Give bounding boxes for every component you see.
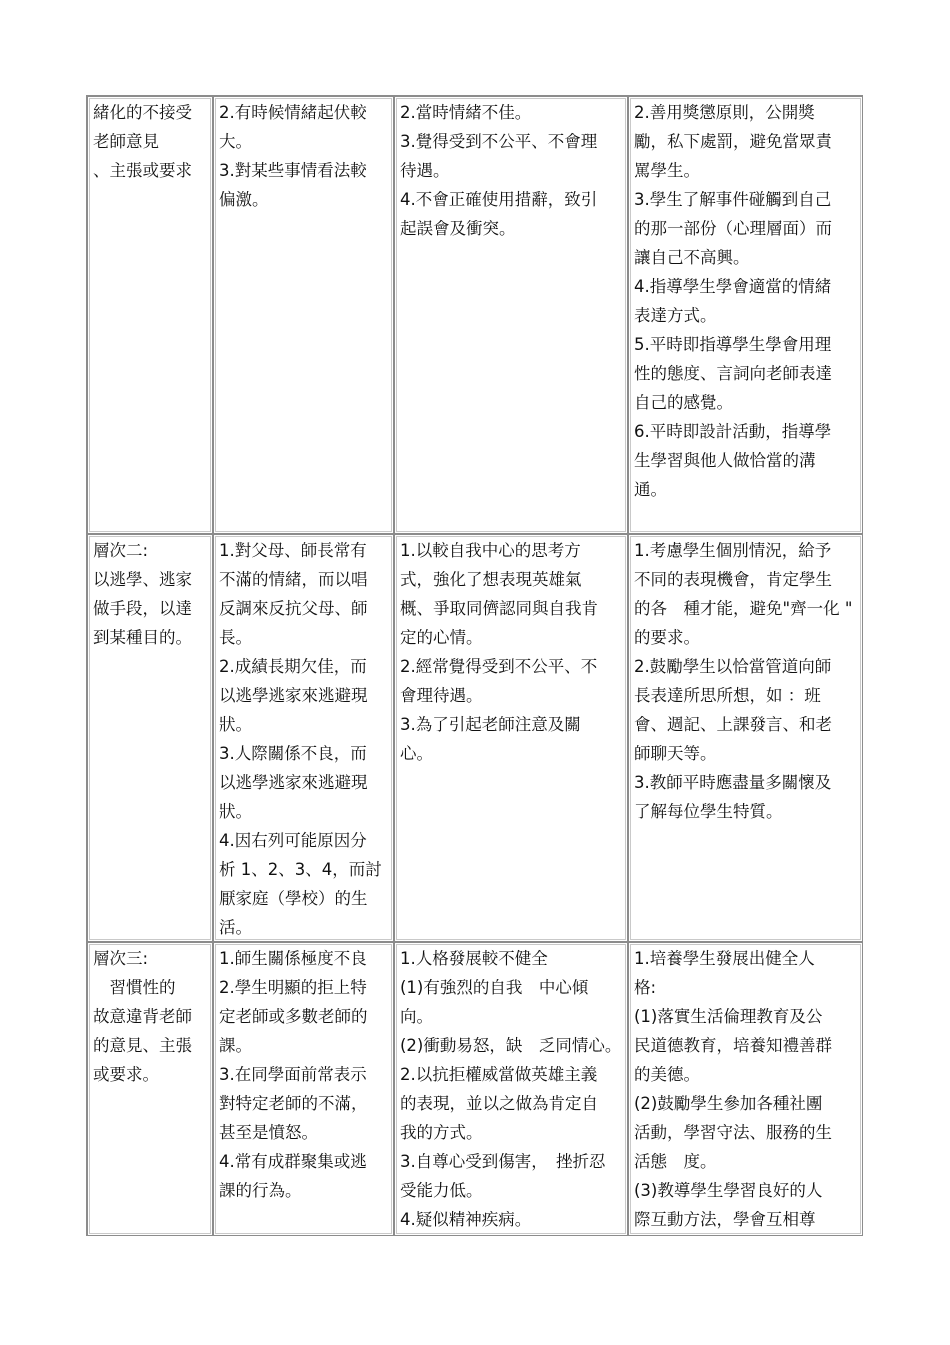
cell-text-line: 4.因右列可能原因分 (219, 831, 367, 850)
table-cell-strategy (628, 942, 863, 1236)
cell-text-line: 的各 種才能，避免"齊一化 " (634, 599, 853, 618)
cell-text-line: 性的態度、言詞向老師表達 (634, 364, 832, 383)
table-cell-level (87, 942, 213, 1236)
cell-text-line: 甚至是憤怒。 (219, 1123, 318, 1142)
cell-text-line: 不同的表現機會，肯定學生 (634, 570, 832, 589)
cell-text-line: 1.人格發展較不健全 (400, 949, 548, 968)
cell-text-line: 勵，私下處罰，避免當眾責 (634, 132, 832, 151)
cell-text-line: 1.考慮學生個別情況，給予 (634, 541, 832, 560)
cell-text-line: 3.對某些事情看法較 (219, 161, 367, 180)
cell-text-line: 通。 (634, 480, 667, 499)
cell-text-line: 2.成績長期欠佳，而 (219, 657, 367, 676)
cell-text-line: 的要求。 (634, 628, 700, 647)
cell-text-line: 受能力低。 (400, 1181, 483, 1200)
cell-text-line: 課。 (219, 1036, 252, 1055)
cell-text-line: 2.有時候情緒起伏較 (219, 103, 367, 122)
cell-text-line: 1.對父母、師長常有 (219, 541, 367, 560)
cell-text-line: 2.鼓勵學生以恰當管道向師 (634, 657, 832, 676)
cell-text-line: (3)教導學生學習良好的人 (634, 1181, 823, 1200)
cell-text-line: 狀。 (219, 715, 252, 734)
cell-text-line: 2.學生明顯的拒上特 (219, 978, 367, 997)
cell-text-line: 4.指導學生學會適當的情緒 (634, 277, 832, 296)
table-cell-behavior (213, 96, 394, 534)
cell-text-line: 3.覺得受到不公平、不會理 (400, 132, 598, 151)
cell-text-line: 長表達所思所想，如 ：班 (634, 686, 821, 705)
cell-text-line: 不滿的情緒，而以唱 (219, 570, 368, 589)
cell-text-line: 厭家庭（學校）的生 (219, 889, 368, 908)
cell-text-line: 長。 (219, 628, 252, 647)
cell-text-line: (2)鼓勵學生參加各種社團 (634, 1094, 823, 1113)
cell-text-line: 1.培養學生發展出健全人 (634, 949, 815, 968)
cell-text-line: 4.常有成群聚集或逃 (219, 1152, 367, 1171)
cell-text-line: 6.平時即設計活動，指導學 (634, 422, 832, 441)
cell-text-line: 式，強化了想表現英雄氣 (400, 570, 582, 589)
cell-text-line: 2.當時情緒不佳。 (400, 103, 532, 122)
cell-text-line: 活動，學習守法、服務的生 (634, 1123, 832, 1142)
cell-text-line: 偏激。 (219, 190, 269, 209)
table-cell-strategy (628, 96, 863, 534)
cell-text-line: 生學習與他人做恰當的溝 (634, 451, 816, 470)
cell-text-line: 3.自尊心受到傷害， 挫折忍 (400, 1152, 606, 1171)
cell-text-line: 罵學生。 (634, 161, 700, 180)
cell-text-line: 3.學生了解事件碰觸到自己 (634, 190, 832, 209)
cell-text-line: 5.平時即指導學生學會用理 (634, 335, 832, 354)
cell-text-line: 到某種目的。 (93, 628, 192, 647)
cell-text-line: 活態 度。 (634, 1152, 717, 1171)
cell-text-line: 3.在同學面前常表示 (219, 1065, 367, 1084)
cell-text-line: 待遇。 (400, 161, 450, 180)
cell-text-line: 緒化的不接受 (93, 103, 192, 122)
cell-text-line: 會理待遇。 (400, 686, 483, 705)
cell-text-line: 2.以抗拒權威當做英雄主義 (400, 1065, 598, 1084)
cell-text-line: 格: (634, 978, 657, 997)
cell-text-line: 了解每位學生特質。 (634, 802, 783, 821)
document-table (86, 95, 863, 1236)
cell-text-line: 的意見、主張 (93, 1036, 192, 1055)
cell-text-line: 2.經常覺得受到不公平、不 (400, 657, 598, 676)
table-cell-strategy (628, 534, 863, 942)
cell-text-line: 民道德教育，培養知禮善群 (634, 1036, 832, 1055)
cell-text-line: 表達方式。 (634, 306, 717, 325)
table-cell-cause (394, 534, 628, 942)
cell-text-line: 師聊天等。 (634, 744, 717, 763)
cell-text-line: 課的行為。 (219, 1181, 302, 1200)
cell-text-line: 1.以較自我中心的思考方 (400, 541, 581, 560)
cell-text-line: 習慣性的 (93, 978, 176, 997)
cell-text-line: 定老師或多數老師的 (219, 1007, 368, 1026)
cell-text-line: 3.為了引起老師注意及關 (400, 715, 581, 734)
cell-text-line: 概、爭取同儕認同與自我肯 (400, 599, 598, 618)
cell-text-line: 的那一部份（心理層面）而 (634, 219, 832, 238)
table-cell-level (87, 96, 213, 534)
table-cell-cause (394, 942, 628, 1236)
cell-text-line: 心。 (400, 744, 433, 763)
cell-text-line: 、主張或要求 (93, 161, 192, 180)
cell-text-line: 自己的感覺。 (634, 393, 733, 412)
cell-text-line: 我的方式。 (400, 1123, 483, 1142)
cell-text-line: 或要求。 (93, 1065, 159, 1084)
cell-text-line: 以逃學逃家來逃避現 (219, 773, 368, 792)
cell-text-line: 老師意見 (93, 132, 159, 151)
cell-text-line: 以逃學逃家來逃避現 (219, 686, 368, 705)
cell-text-line: 析 1、2、3、4，而討 (219, 860, 382, 879)
cell-text-line: 1.師生關係極度不良 (219, 949, 367, 968)
cell-text-line: 狀。 (219, 802, 252, 821)
table-cell-level (87, 534, 213, 942)
table-cell-cause (394, 96, 628, 534)
cell-text-line: 以逃學、逃家 (93, 570, 192, 589)
cell-text-line: 活。 (219, 918, 252, 937)
cell-text-line: 反調來反抗父母、師 (219, 599, 368, 618)
cell-text-line: 層次二: (93, 541, 149, 560)
cell-text-line: 4.不會正確使用措辭，致引 (400, 190, 598, 209)
cell-text-line: 的表現，並以之做為肯定自 (400, 1094, 598, 1113)
cell-text-line: 層次三: (93, 949, 149, 968)
cell-text-line: 際互動方法，學會互相尊 (634, 1210, 816, 1229)
cell-text-line: (1)有強烈的自我 中心傾 (400, 978, 589, 997)
cell-text-line: 讓自己不高興。 (634, 248, 750, 267)
cell-text-line: 定的心情。 (400, 628, 483, 647)
cell-text-line: (1)落實生活倫理教育及公 (634, 1007, 823, 1026)
cell-text-line: 3.人際關係不良，而 (219, 744, 367, 763)
table-cell-behavior (213, 942, 394, 1236)
cell-text-line: 對特定老師的不滿， (219, 1094, 368, 1113)
cell-text-line: 3.教師平時應盡量多關懷及 (634, 773, 832, 792)
cell-text-line: 故意違背老師 (93, 1007, 192, 1026)
table-cell-behavior (213, 534, 394, 942)
cell-text-line: 2.善用獎懲原則，公開獎 (634, 103, 815, 122)
cell-text-line: 做手段，以達 (93, 599, 192, 618)
cell-text-line: 大。 (219, 132, 252, 151)
cell-text-line: (2)衝動易怒，缺 乏同情心。 (400, 1036, 622, 1055)
cell-text-line: 會、週記、上課發言、和老 (634, 715, 832, 734)
cell-text-line: 起誤會及衝突。 (400, 219, 516, 238)
cell-text-line: 的美德。 (634, 1065, 700, 1084)
cell-text-line: 向。 (400, 1007, 433, 1026)
cell-text-line: 4.疑似精神疾病。 (400, 1210, 532, 1229)
